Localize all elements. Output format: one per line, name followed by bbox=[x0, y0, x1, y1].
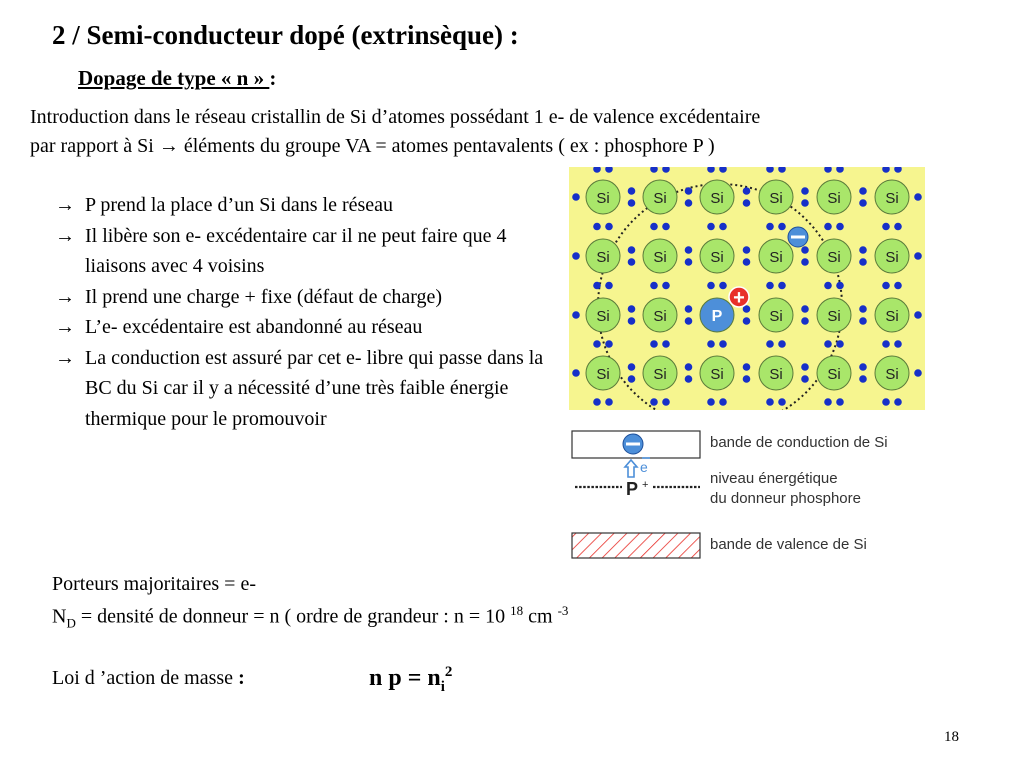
electron-dot bbox=[836, 282, 844, 290]
formula-exponent: 2 bbox=[444, 664, 453, 680]
subtitle-underlined: Dopage de type « n » bbox=[78, 66, 270, 90]
atom-label: Si bbox=[596, 190, 610, 207]
electron-dot bbox=[719, 340, 727, 348]
electron-dot bbox=[743, 363, 751, 371]
electron-dot bbox=[824, 340, 832, 348]
mass-action-text: Loi d ’action de masse bbox=[52, 667, 239, 689]
electron-dot bbox=[882, 398, 890, 406]
electron-dot bbox=[707, 398, 715, 406]
electron-dot bbox=[914, 193, 922, 201]
electron-dot bbox=[836, 223, 844, 231]
electron-dot bbox=[778, 223, 786, 231]
electron-dot bbox=[859, 258, 867, 266]
crystal-lattice-diagram bbox=[569, 167, 925, 410]
minus-icon bbox=[791, 236, 805, 239]
atom-label: Si bbox=[827, 190, 841, 207]
atom-label: Si bbox=[885, 308, 899, 325]
nd-subscript: D bbox=[66, 615, 76, 631]
electron-dot bbox=[882, 167, 890, 173]
electron-dot bbox=[801, 305, 809, 313]
atom-label: Si bbox=[827, 249, 841, 266]
electron-dot bbox=[628, 258, 636, 266]
electron-dot bbox=[801, 187, 809, 195]
electron-dot bbox=[707, 223, 715, 231]
nd-symbol: N bbox=[52, 605, 67, 628]
bullet-text: P prend la place d’un Si dans le réseau bbox=[85, 194, 394, 216]
electron-dot bbox=[778, 340, 786, 348]
electron-dot bbox=[894, 282, 902, 290]
electron-dot bbox=[914, 369, 922, 377]
electron-dot bbox=[628, 187, 636, 195]
atom-label: Si bbox=[769, 249, 783, 266]
atom-label: Si bbox=[596, 249, 610, 266]
intro-line-2 bbox=[30, 132, 1015, 161]
electron-dot bbox=[743, 375, 751, 383]
electron-dot bbox=[859, 317, 867, 325]
lattice-svg bbox=[569, 167, 925, 410]
donor-charge: + bbox=[642, 479, 649, 491]
bullet-list bbox=[55, 190, 555, 434]
electron-dot bbox=[572, 252, 580, 260]
page-number: 18 bbox=[944, 729, 959, 745]
electron-dot bbox=[685, 305, 693, 313]
electron-dot bbox=[685, 187, 693, 195]
bullet-text: Il libère son e- excédentaire car il ne peut faire que 4 liaisons avec 4 voisins bbox=[85, 224, 507, 277]
atom-label: Si bbox=[769, 308, 783, 325]
electron-dot bbox=[882, 340, 890, 348]
electron-dot bbox=[882, 223, 890, 231]
electron-dot bbox=[743, 246, 751, 254]
donor-density-text bbox=[52, 603, 568, 632]
donor-symbol: P bbox=[626, 479, 639, 499]
electron-dot bbox=[650, 223, 658, 231]
majority-carriers-text: Porteurs majoritaires = e- bbox=[52, 573, 256, 595]
electron-dot bbox=[685, 246, 693, 254]
electron-dot bbox=[766, 398, 774, 406]
electron-dot bbox=[662, 223, 670, 231]
electron-dot bbox=[628, 199, 636, 207]
electron-dot bbox=[766, 340, 774, 348]
electron-dot bbox=[628, 375, 636, 383]
electron-dot bbox=[824, 282, 832, 290]
electron-dot bbox=[707, 282, 715, 290]
electron-dot bbox=[743, 317, 751, 325]
electron-dot bbox=[836, 340, 844, 348]
arrow-icon: → bbox=[55, 224, 75, 247]
valence-band bbox=[572, 533, 700, 558]
electron-dot bbox=[593, 282, 601, 290]
electron-dot bbox=[662, 340, 670, 348]
electron-dot bbox=[801, 375, 809, 383]
bullet-item bbox=[55, 221, 555, 282]
bullet-item bbox=[55, 282, 555, 313]
atom-label: Si bbox=[827, 366, 841, 383]
electron-dot bbox=[894, 340, 902, 348]
electron-dot bbox=[859, 246, 867, 254]
mass-action-colon: : bbox=[238, 667, 245, 689]
energy-band-diagram bbox=[569, 425, 969, 565]
electron-dot bbox=[605, 282, 613, 290]
electron-dot bbox=[650, 282, 658, 290]
electron-dot bbox=[628, 305, 636, 313]
electron-dot bbox=[628, 363, 636, 371]
electron-dot bbox=[894, 167, 902, 173]
plus-sign: + bbox=[733, 287, 745, 309]
atom-label: Si bbox=[653, 366, 667, 383]
electron-dot bbox=[593, 223, 601, 231]
subtitle-colon: : bbox=[269, 66, 277, 90]
electron-dot bbox=[605, 223, 613, 231]
atom-label: Si bbox=[885, 366, 899, 383]
electron-dot bbox=[859, 363, 867, 371]
mass-action-label bbox=[52, 667, 245, 690]
bullet-text: La conduction est assuré par cet e- libre qui passe dans la BC du Si car il y a nécessité d’une très faible énergie thermique pour le promouvoir bbox=[85, 346, 544, 430]
electron-dot bbox=[685, 258, 693, 266]
electron-dot bbox=[593, 398, 601, 406]
electron-dot bbox=[650, 398, 658, 406]
arrow-icon: → bbox=[55, 285, 75, 308]
nd-exponent: 18 bbox=[510, 603, 524, 618]
electron-dot bbox=[743, 199, 751, 207]
electron-dot bbox=[778, 398, 786, 406]
atom-label: Si bbox=[596, 308, 610, 325]
electron-dot bbox=[572, 369, 580, 377]
donor-level-label-2: du donneur phosphore bbox=[710, 490, 861, 507]
electron-dot bbox=[824, 398, 832, 406]
electron-symbol: e bbox=[640, 459, 648, 475]
electron-dot bbox=[719, 167, 727, 173]
slide-subtitle bbox=[78, 66, 276, 91]
atom-label: Si bbox=[710, 249, 724, 266]
slide-title: 2 / Semi-conducteur dopé (extrinsèque) : bbox=[52, 20, 519, 50]
formula-subscript: i bbox=[440, 678, 445, 695]
intro-paragraph bbox=[30, 103, 1015, 161]
electron-dot bbox=[824, 223, 832, 231]
nd-unit-exponent: -3 bbox=[557, 603, 569, 618]
electron-dot bbox=[801, 363, 809, 371]
donor-level-label-1: niveau énergétique bbox=[710, 470, 838, 487]
electron-dot bbox=[882, 282, 890, 290]
electron-dot bbox=[859, 305, 867, 313]
electron-dot bbox=[766, 223, 774, 231]
arrow-icon: → bbox=[55, 316, 75, 338]
electron-dot bbox=[743, 258, 751, 266]
electron-dot bbox=[662, 167, 670, 173]
electron-dot bbox=[743, 187, 751, 195]
electron-dot bbox=[766, 282, 774, 290]
electron-dot bbox=[628, 317, 636, 325]
intro-line-2-start: par rapport à Si bbox=[30, 135, 159, 157]
electron-dot bbox=[650, 167, 658, 173]
electron-dot bbox=[593, 167, 601, 173]
up-arrow-icon bbox=[625, 460, 637, 477]
atom-label: Si bbox=[653, 249, 667, 266]
bullet-item bbox=[55, 190, 555, 221]
electron-dot bbox=[593, 340, 601, 348]
electron-dot bbox=[894, 223, 902, 231]
electron-dot bbox=[685, 199, 693, 207]
atom-label: Si bbox=[596, 366, 610, 383]
electron-dot bbox=[572, 193, 580, 201]
conduction-band-label: bande de conduction de Si bbox=[710, 434, 888, 451]
nd-unit: cm bbox=[523, 605, 558, 628]
electron-dot bbox=[662, 398, 670, 406]
electron-dot bbox=[719, 223, 727, 231]
electron-dot bbox=[766, 167, 774, 173]
electron-dot bbox=[662, 282, 670, 290]
electron-dot bbox=[859, 199, 867, 207]
electron-dot bbox=[605, 167, 613, 173]
electron-dot bbox=[707, 340, 715, 348]
electron-dot bbox=[801, 317, 809, 325]
atom-label: Si bbox=[885, 249, 899, 266]
mass-action-formula bbox=[369, 664, 452, 696]
electron-dot bbox=[719, 282, 727, 290]
electron-dot bbox=[628, 246, 636, 254]
nd-text: = densité de donneur = n ( ordre de grandeur : n = 10 bbox=[75, 605, 511, 628]
electron-dot bbox=[685, 363, 693, 371]
electron-dot bbox=[859, 375, 867, 383]
atom-label: Si bbox=[885, 190, 899, 207]
atom-label: Si bbox=[827, 308, 841, 325]
electron-dot bbox=[778, 167, 786, 173]
electron-dot bbox=[719, 398, 727, 406]
electron-dot bbox=[572, 311, 580, 319]
electron-dot bbox=[824, 167, 832, 173]
bullet-item bbox=[55, 343, 555, 435]
electron-dot bbox=[914, 252, 922, 260]
electron-dot bbox=[836, 398, 844, 406]
electron-dot bbox=[707, 167, 715, 173]
atom-label: Si bbox=[710, 190, 724, 207]
electron-dot bbox=[836, 167, 844, 173]
electron-dot bbox=[650, 340, 658, 348]
arrow-icon: → bbox=[55, 194, 75, 216]
electron-dot bbox=[685, 375, 693, 383]
electron-dot bbox=[801, 258, 809, 266]
electron-dot bbox=[778, 282, 786, 290]
electron-dot bbox=[894, 398, 902, 406]
formula-main: n p = n bbox=[369, 665, 441, 691]
electron-dot bbox=[914, 311, 922, 319]
minus-icon bbox=[626, 443, 640, 446]
electron-dot bbox=[605, 398, 613, 406]
valence-band-label: bande de valence de Si bbox=[710, 536, 867, 553]
electron-dot bbox=[801, 199, 809, 207]
arrow-icon: → bbox=[55, 346, 75, 369]
intro-line-1: Introduction dans le réseau cristallin de Si d’atomes possédant 1 e- de valence excédentaire bbox=[30, 106, 761, 128]
bullet-text: Il prend une charge + fixe (défaut de charge) bbox=[85, 285, 443, 308]
arrow-icon: → bbox=[158, 135, 179, 157]
atom-label: Si bbox=[769, 366, 783, 383]
electron-dot bbox=[859, 187, 867, 195]
atom-label: Si bbox=[653, 190, 667, 207]
atom-label: Si bbox=[653, 308, 667, 325]
intro-line-2-end: éléments du groupe VA = atomes pentavalents ( ex : phosphore P ) bbox=[178, 135, 715, 157]
atom-label: Si bbox=[769, 190, 783, 207]
electron-dot bbox=[605, 340, 613, 348]
electron-dot bbox=[685, 317, 693, 325]
bullet-text: L’e- excédentaire est abandonné au réseau bbox=[85, 316, 423, 338]
dopant-label: P bbox=[711, 308, 723, 325]
atom-label: Si bbox=[710, 366, 724, 383]
bullet-item bbox=[55, 312, 555, 343]
electron-dot bbox=[801, 246, 809, 254]
